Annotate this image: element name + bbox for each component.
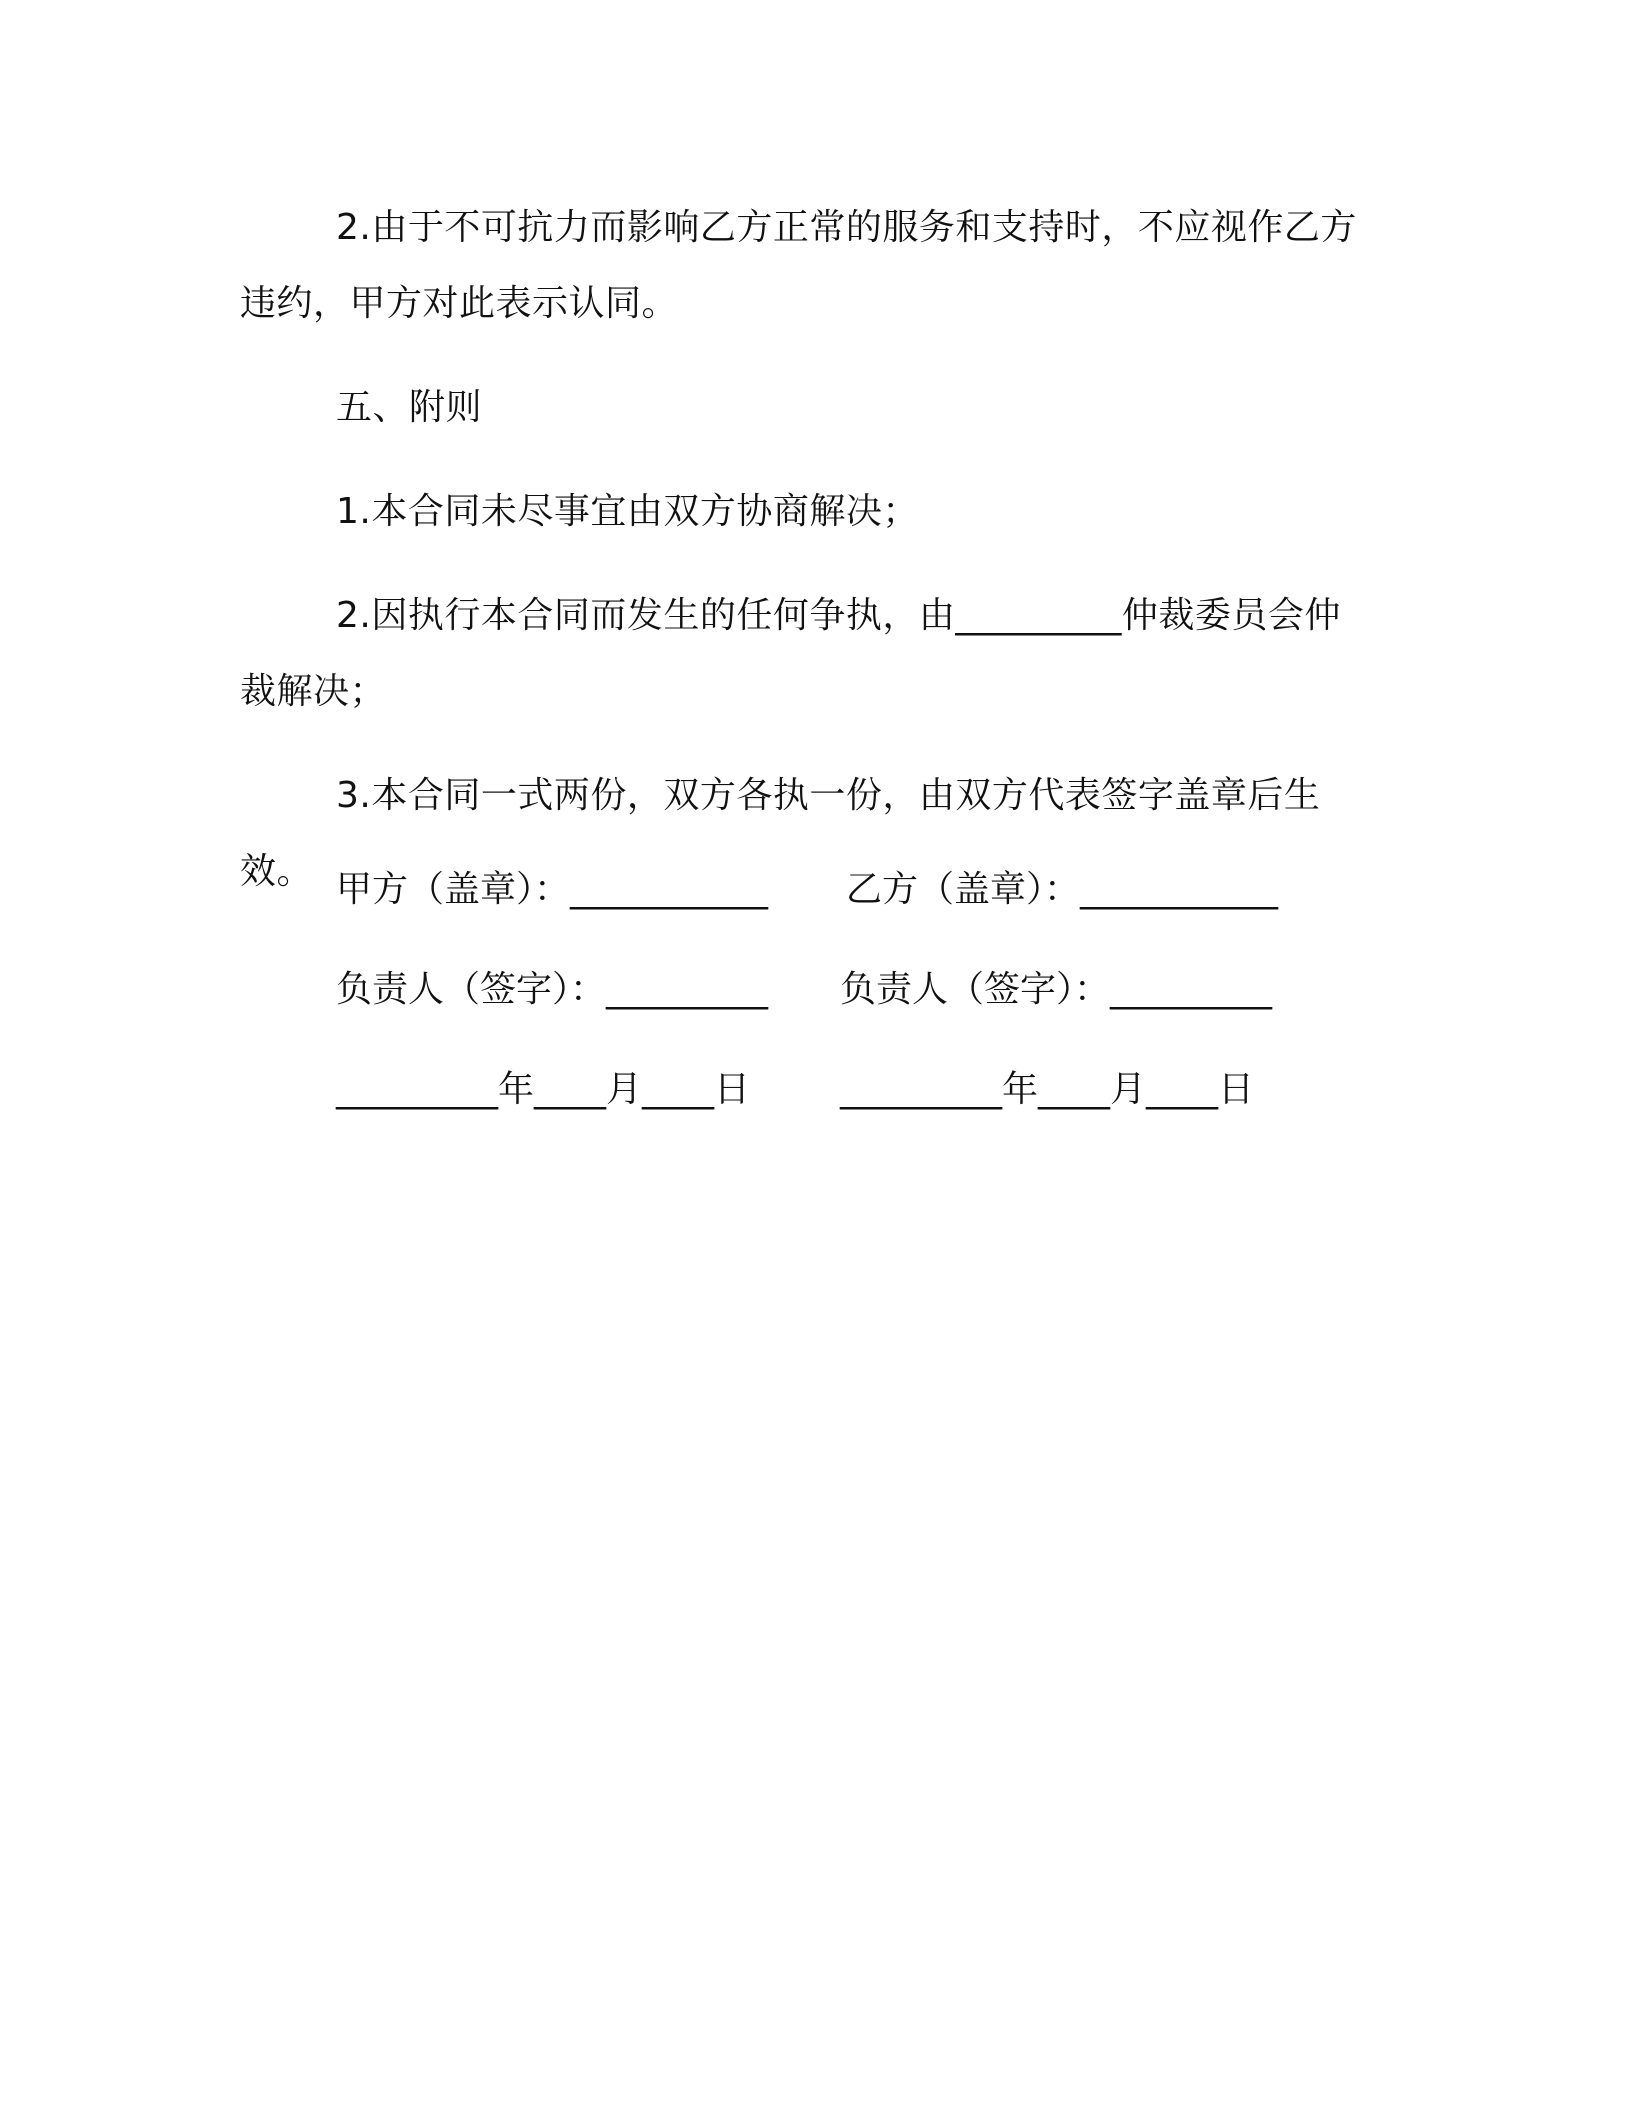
section-heading-appendix: 五、附则 bbox=[336, 387, 483, 428]
party-b-seal bbox=[846, 866, 1278, 914]
clause-copies: 3.本合同一式两份，双方各执一份，由双方代表签字盖章后生效。 bbox=[240, 775, 1321, 892]
clause-negotiation: 1.本合同未尽事宜由双方协商解决； bbox=[336, 491, 919, 532]
party-b-seal-blank: ___________ bbox=[1080, 869, 1279, 910]
party-a-rep-blank: _________ bbox=[606, 969, 769, 1010]
arbitration-body-blank: _________ bbox=[955, 595, 1122, 636]
party-a-seal-blank: ___________ bbox=[570, 869, 769, 910]
party-b-rep-blank: _________ bbox=[1110, 969, 1273, 1010]
clause-arbitration bbox=[240, 578, 1370, 730]
party-a-date: _________年____月____日 bbox=[336, 1069, 750, 1110]
clause-arbitration-start: 2.因执行本合同而发生的任何争执，由 bbox=[336, 595, 956, 636]
party-a-seal bbox=[336, 866, 768, 914]
party-a-seal-label: 甲方（盖章）： bbox=[336, 869, 571, 910]
party-a-rep-label: 负责人（签字）： bbox=[336, 969, 607, 1010]
clause-force-majeure: 2.由于不可抗力而影响乙方正常的服务和支持时，不应视作乙方违约，甲方对此表示认同。 bbox=[240, 207, 1357, 324]
document-body bbox=[240, 190, 1370, 910]
party-b-seal-label: 乙方（盖章）： bbox=[846, 869, 1081, 910]
party-a-representative bbox=[336, 966, 768, 1014]
party-b-date: _________年____月____日 bbox=[840, 1069, 1254, 1110]
clause-arbitration-end: 仲裁委员会仲裁解决； bbox=[240, 595, 1341, 712]
party-b-representative bbox=[840, 966, 1272, 1014]
party-b-rep-label: 负责人（签字）： bbox=[840, 969, 1111, 1010]
